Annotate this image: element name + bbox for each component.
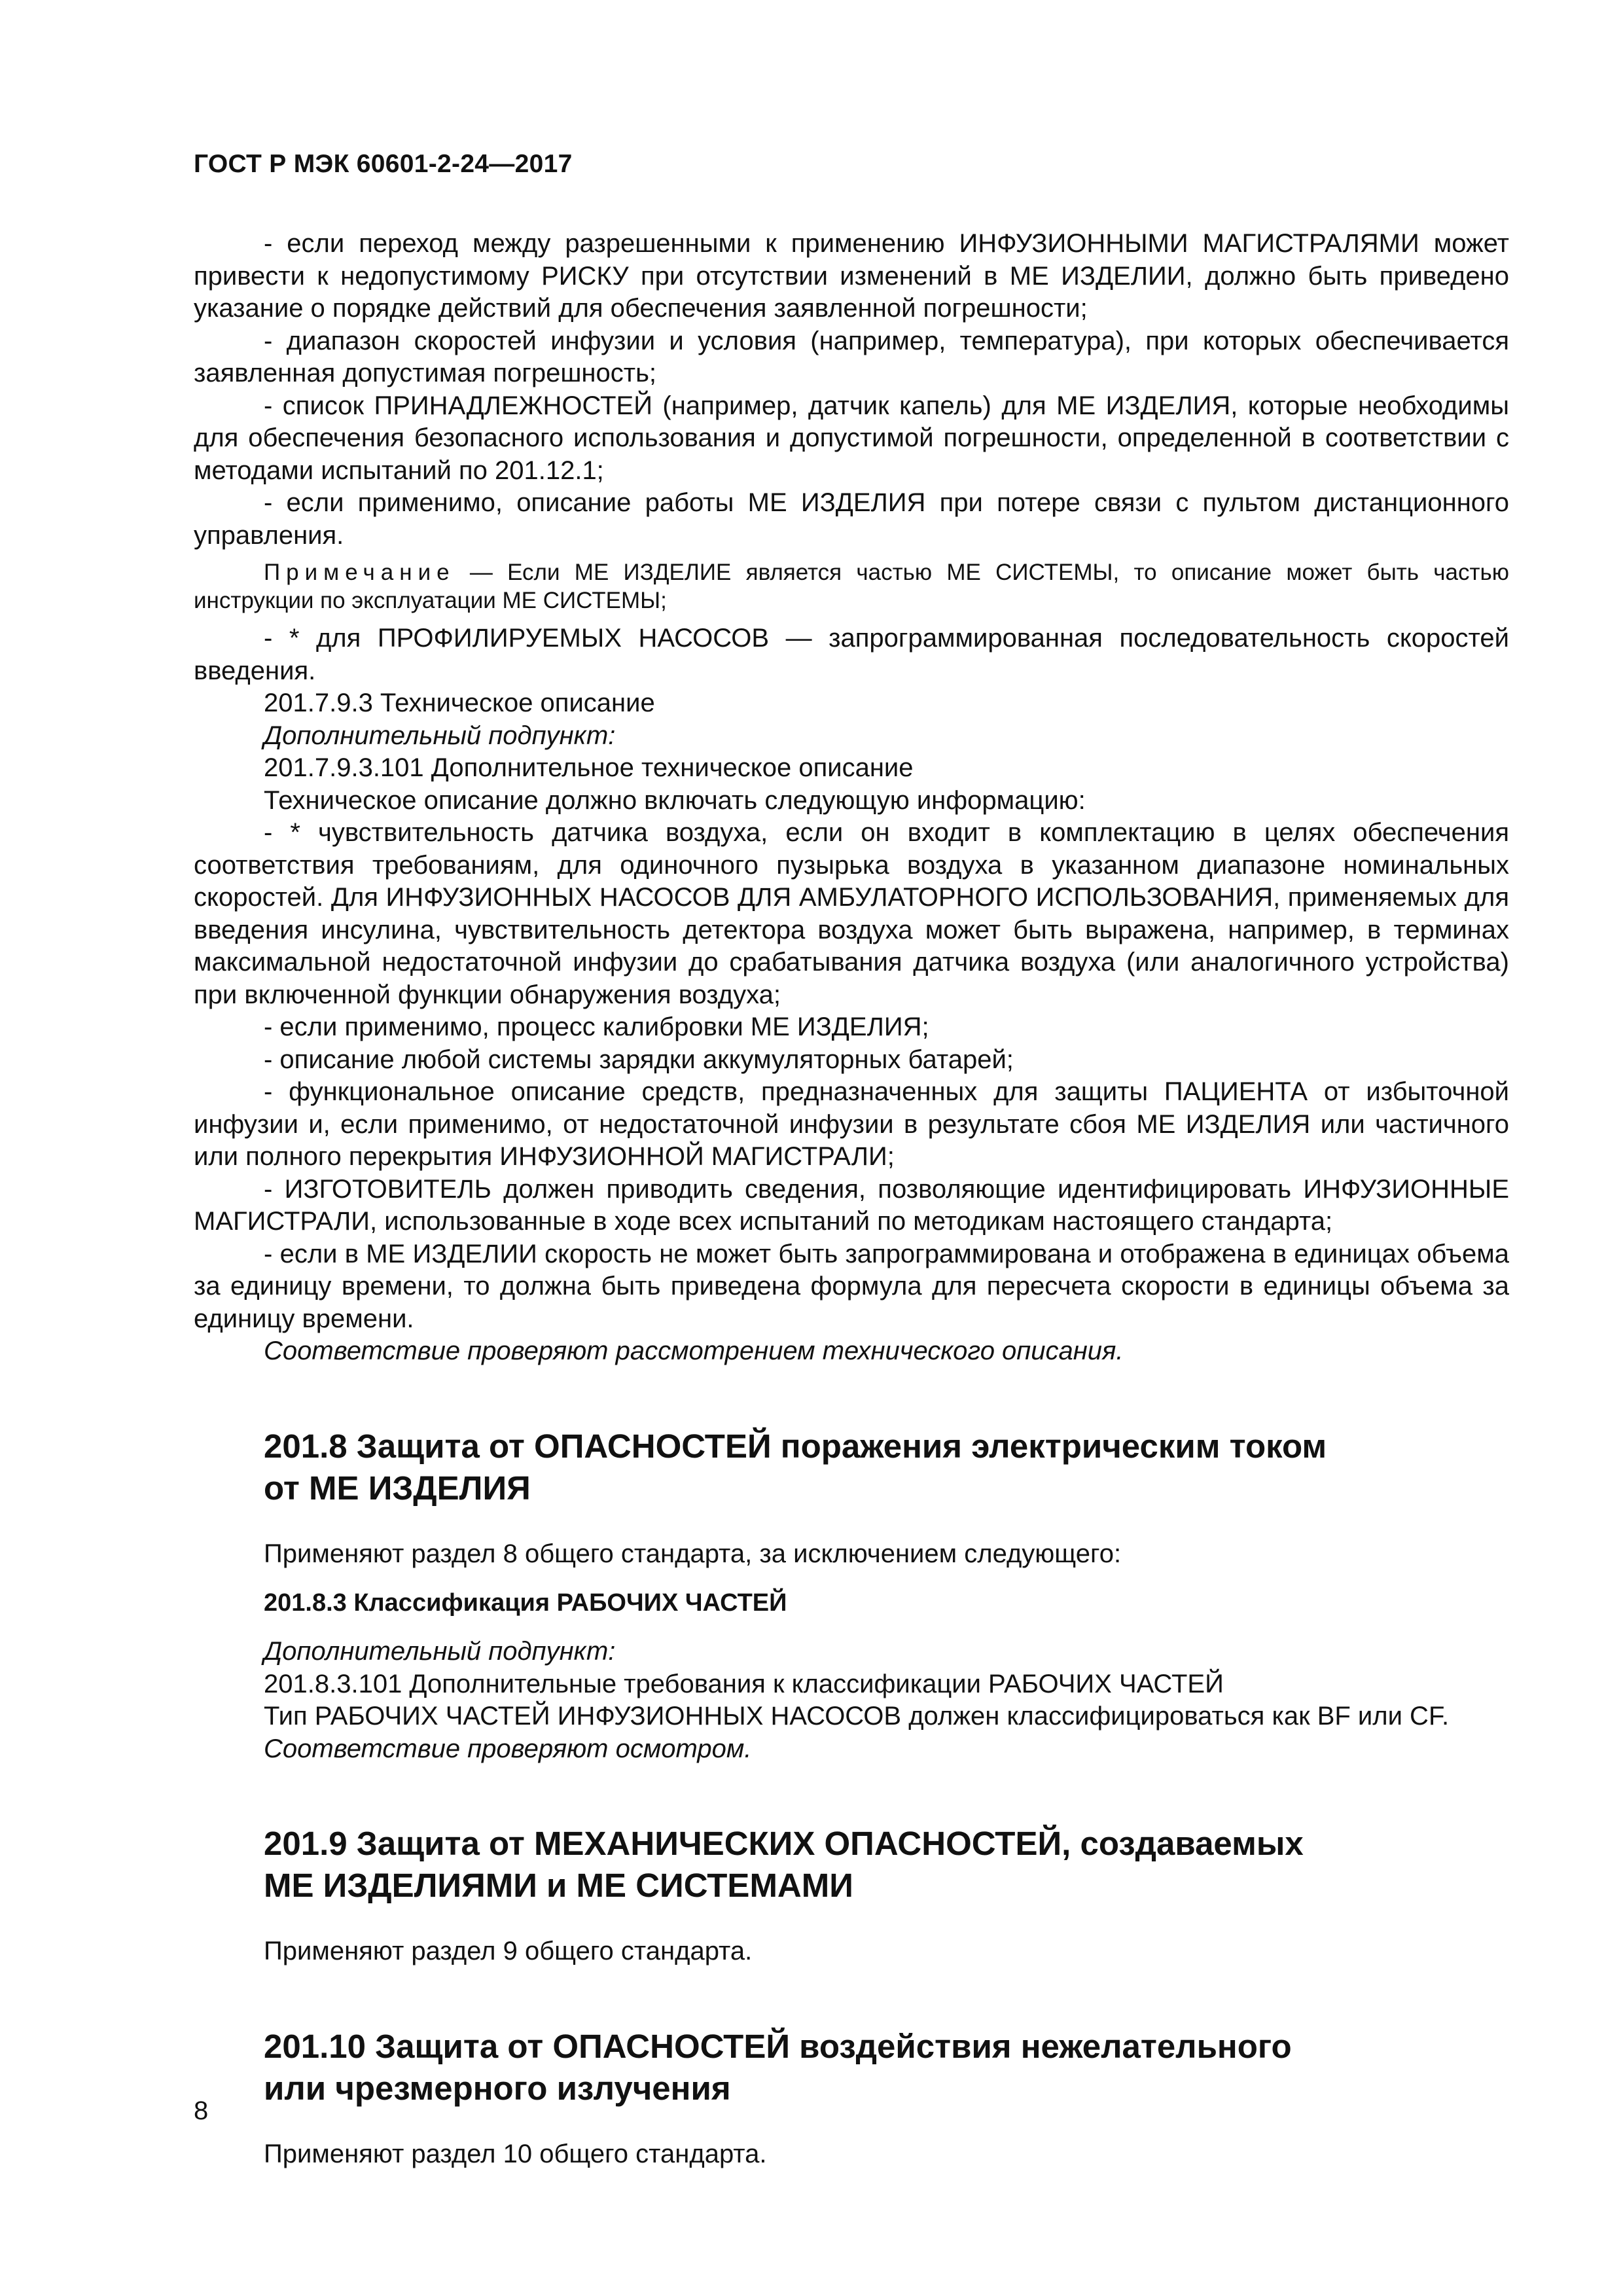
heading-line: 201.9 Защита от МЕХАНИЧЕСКИХ ОПАСНОСТЕЙ, создаваемых [264,1825,1304,1862]
subsection-title: 201.7.9.3.101 Дополнительное техническое описание [264,753,914,782]
section-heading-10 [194,2026,1509,2109]
list-item: - если переход между разрешенными к применению ИНФУЗИОННЫМИ МАГИСТРАЛЯМИ может привести к недопустимому РИСКУ при отсутствии изменений в МЕ ИЗДЕЛИИ, должно быть приведено указание о порядке действий для обеспечения заявленной погрешности; [194,229,1509,323]
list-item: - если в МЕ ИЗДЕЛИИ скорость не может быть запрограммирована и отображена в единицах объема за единицу времени, то должна быть приведена формула для пересчета скорости в единицы объема за единицу времени. [194,1239,1509,1333]
document-body [194,228,1509,2170]
document-page [194,0,1509,2296]
compliance-statement: Соответствие проверяют рассмотрением технического описания. [264,1336,1124,1365]
additional-subclause-label: Дополнительный подпункт: [264,1637,616,1666]
paragraph: Применяют раздел 9 общего стандарта. [264,1937,753,1965]
list-item: - если применимо, описание работы МЕ ИЗДЕЛИЯ при потере связи с пультом дистанционного управления. [194,488,1509,550]
note [194,558,1509,615]
subsection-title: 201.8.3.101 Дополнительные требования к классификации РАБОЧИХ ЧАСТЕЙ [264,1669,1224,1698]
list-item: - * чувствительность датчика воздуха, если он входит в комплектацию в целях обеспечения соответствия требованиям, для одиночного пузырька воздуха в указанном диапазоне номинальных скоростей. Для ИНФУЗИОННЫХ НАСОСОВ ДЛЯ АМБУЛАТОРНОГО ИСПОЛЬЗОВАНИЯ, применяемых для введения инсулина, чувствительность детектора воздуха может быть выражена, например, в терминах максимальной недостаточной инфузии до срабатывания датчика воздуха (или аналогичного устройства) при включенной функции обнаружения воздуха; [194,818,1509,1009]
section-heading-8 [194,1426,1509,1509]
heading-line: или чрезмерного излучения [264,2069,731,2107]
document-header: ГОСТ Р МЭК 60601-2-24—2017 [194,150,573,178]
list-item: - диапазон скоростей инфузии и условия (например, температура), при которых обеспечивается заявленная допустимая погрешность; [194,326,1509,387]
heading-line: от МЕ ИЗДЕЛИЯ [264,1469,531,1507]
list-item: - если применимо, процесс калибровки МЕ ИЗДЕЛИЯ; [264,1013,929,1041]
list-item: - список ПРИНАДЛЕЖНОСТЕЙ (например, датчик капель) для МЕ ИЗДЕЛИЯ, которые необходимы для обеспечения безопасного использования и допустимой погрешности, определенной в соответствии с методами испытаний по 201.12.1; [194,391,1509,485]
list-item: - ИЗГОТОВИТЕЛЬ должен приводить сведения, позволяющие идентифицировать ИНФУЗИОННЫЕ МАГИСТРАЛИ, использованные в ходе всех испытаний по методикам настоящего стандарта; [194,1174,1509,1236]
heading-line: 201.8 Защита от ОПАСНОСТЕЙ поражения электрическим током [264,1427,1327,1465]
note-text: — Если МЕ ИЗДЕЛИЕ является частью МЕ СИСТЕМЫ, то описание может быть частью инструкции по эксплуатации МЕ СИСТЕМЫ; [194,560,1509,613]
paragraph: Техническое описание должно включать следующую информацию: [264,785,1086,815]
section-heading-9 [194,1823,1509,1907]
paragraph: Применяют раздел 8 общего стандарта, за исключением следующего: [264,1539,1122,1568]
list-item: - описание любой системы зарядки аккумуляторных батарей; [264,1045,1014,1074]
note-label: Примечание [264,560,455,585]
paragraph: Тип РАБОЧИХ ЧАСТЕЙ ИНФУЗИОННЫХ НАСОСОВ должен классифицироваться как BF или CF. [264,1702,1450,1731]
heading-line: МЕ ИЗДЕЛИЯМИ и МЕ СИСТЕМАМИ [264,1867,853,1904]
paragraph: Применяют раздел 10 общего стандарта. [264,2139,767,2168]
compliance-statement: Соответствие проверяют осмотром. [264,1734,752,1763]
list-item: - функциональное описание средств, предназначенных для защиты ПАЦИЕНТА от избыточной инфузии и, если применимо, от недостаточной инфузии в результате сбоя МЕ ИЗДЕЛИЯ или частичного или полного перекрытия ИНФУЗИОННОЙ МАГИСТРАЛИ; [194,1077,1509,1171]
subsection-heading: 201.8.3 Классификация РАБОЧИХ ЧАСТЕЙ [264,1589,787,1617]
page-number: 8 [194,2096,209,2125]
subsection-title: 201.7.9.3 Техническое описание [264,689,655,717]
additional-subclause-label: Дополнительный подпункт: [264,721,616,750]
list-item: - * для ПРОФИЛИРУЕМЫХ НАСОСОВ — запрограммированная последовательность скоростей введения. [194,624,1509,685]
heading-line: 201.10 Защита от ОПАСНОСТЕЙ воздействия нежелательного [264,2027,1292,2065]
